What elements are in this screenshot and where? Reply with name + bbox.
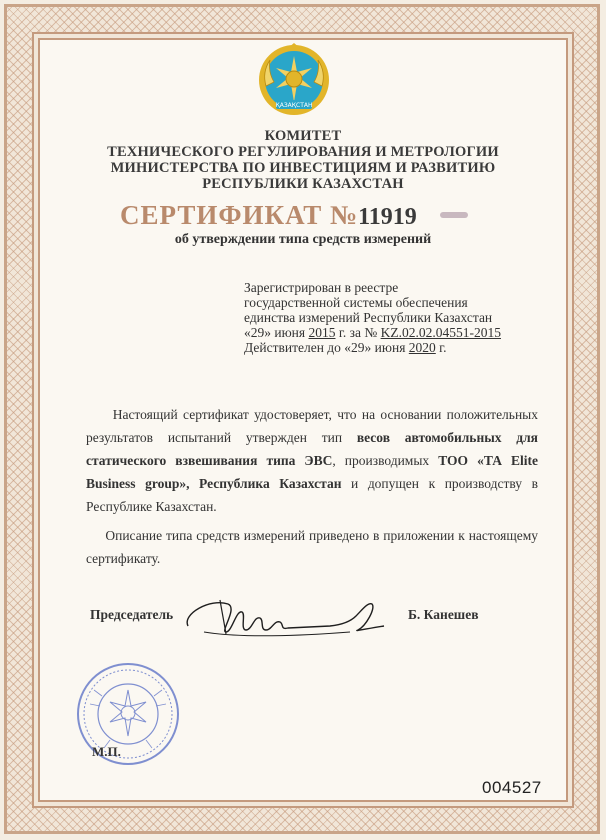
- issuing-authority: [40, 128, 566, 192]
- valid-day: «29»: [344, 340, 372, 355]
- seal-place-label: М.П.: [92, 744, 121, 759]
- registration-line-2: государственной системы обеспечения: [244, 295, 468, 310]
- certificate-title-label: СЕРТИФИКАТ №: [120, 200, 359, 230]
- validity-line: [244, 340, 544, 355]
- official-seal-icon: [74, 660, 182, 768]
- reg-year-suffix: г. за №: [338, 325, 378, 340]
- signatory-role: Председатель: [90, 607, 174, 622]
- reg-year: 2015: [308, 325, 336, 340]
- registration-line-3: единства измерений Республики Казахстан: [244, 310, 493, 325]
- certificate-subtitle: об утверждении типа средств измерений: [174, 232, 432, 247]
- p1-start: Настоящий сертификат удостоверяет, что на основании положительных результатов испытаний утвержден тип: [86, 407, 538, 445]
- header-line-3: МИНИСТЕРСТВА ПО ИНВЕСТИЦИЯМ И РАЗВИТИЮ: [110, 160, 496, 176]
- valid-year: 2020: [408, 340, 436, 355]
- signatory-name: Б. Канешев: [408, 607, 479, 622]
- certificate-number: 11919: [358, 204, 417, 230]
- valid-month: июня: [374, 340, 406, 355]
- p2-text: Описание типа средств измерений приведено в приложении к настоящему сертификату.: [86, 528, 539, 566]
- body-paragraph-1: [86, 403, 538, 518]
- header-line-1: КОМИТЕТ: [264, 128, 342, 144]
- serial-number: 004527: [482, 778, 542, 797]
- emblem-label: ҚАЗАҚСТАН: [275, 102, 313, 109]
- header-line-4: РЕСПУБЛИКИ КАЗАХСТАН: [202, 176, 404, 192]
- p1-manufacturer: ТОО «ТА Elite Business group», Республика Казахстан: [86, 453, 538, 491]
- registration-line-1: Зарегистрирован в реестре: [244, 280, 399, 295]
- registration-date-line: [244, 325, 544, 340]
- p1-product: весов автомобильных для статического взвешивания типа ЭВС: [86, 430, 538, 468]
- valid-suffix: г.: [439, 340, 447, 355]
- kazakhstan-emblem-icon: [256, 42, 332, 118]
- valid-prefix: Действителен до: [244, 340, 341, 355]
- registration-block: [244, 280, 544, 355]
- reg-month: июня: [274, 325, 306, 340]
- registration-number: KZ.02.02.04551-2015: [380, 325, 501, 340]
- body-paragraph-2: [86, 524, 538, 570]
- p1-mid: , производимых: [332, 453, 430, 468]
- certificate-body: [86, 403, 538, 570]
- p1-end: и допущен к производству в Республике Казахстан.: [86, 476, 538, 514]
- reg-day: «29»: [244, 325, 271, 340]
- ink-smudge: [440, 212, 468, 218]
- signature-icon: [180, 592, 390, 644]
- header-line-2: ТЕХНИЧЕСКОГО РЕГУЛИРОВАНИЯ И МЕТРОЛОГИИ: [107, 144, 499, 160]
